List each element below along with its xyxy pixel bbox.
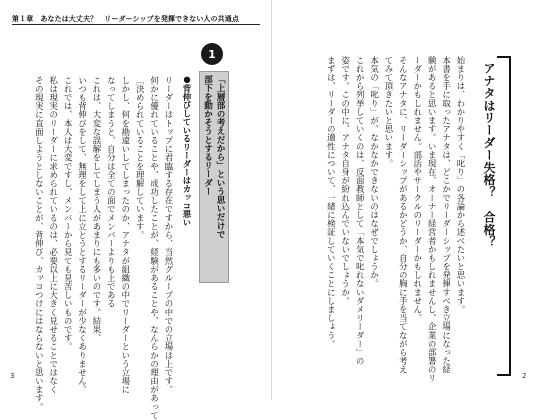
page-number: 3 (10, 372, 15, 380)
paragraph: 始まりは、わかりやすく「叱り」の各論から述べたいと思います。 (456, 56, 466, 314)
section-number-badge: 1 (201, 43, 223, 65)
paragraph: ーダーかもしれません。部活やサークルのリーダーかもしれません。 (412, 56, 423, 323)
page-number: 2 (522, 372, 527, 380)
paragraph: そんなアナタに、リーダーシップがあるかどうか、自分の胸に手を当てながら考え (398, 56, 409, 374)
paragraph: これは、大変な誤解をしてしまう人があまりにも多いのです。結果、 (91, 76, 102, 343)
paragraph: その現実に直面しようとしないことが、背伸び、カッコつけにはならないと思います。 (34, 76, 45, 412)
paragraph: これでは、本人は大変ですし、メンバーから見ても見苦しいものです。 (63, 76, 74, 351)
paragraph: 本気の「叱り」が、なかなかできないのはなぜでしょうか。 (369, 56, 380, 288)
paragraph: 姿です。この中に、アナタ自身が紛れ込んでいないでしょうか。 (340, 56, 351, 306)
bullet-icon: ● (182, 74, 192, 84)
title-bracket (497, 56, 511, 376)
chapter-header: 第１章 あなたは大丈夫？ リーダーシップを発揮できない人の共通点 (12, 15, 239, 23)
paragraph: 本書を手に取ったアナタは、どこかでリーダーシップを発揮すべき立場になった経 (441, 56, 452, 374)
right-body-text (282, 56, 468, 386)
paragraph: 験があると思います。いま現在、オーナー経営者かもしれませんし、企業の部署のリ (427, 56, 438, 383)
section-title-line: 部下を動かそうとするリーダー (202, 75, 213, 196)
paragraph: まずは、リーダーの適性について、一緒に検証していくことにしましょう。 (326, 56, 337, 349)
paragraph: 何かに優れていることや、成功したことが、経験があることや、なんらかの理由があって (149, 76, 160, 420)
paragraph: しかし、何を勘違いしてしまったのか、アナタが組織の中でリーダーという立場に (120, 76, 131, 394)
paragraph: リーダーはトップに君臨する存在ですから、当然グループの中での立場は上です。 (164, 76, 174, 394)
paragraph: てみて頂きたいと思います。 (383, 56, 394, 168)
paragraph: 私は現実のリーダーに求められているのは、必要以上に大きく見せることではなく (48, 76, 59, 394)
paragraph: 〔決められていることを理解しています。 (135, 76, 146, 240)
paragraph: これから列挙していくのは、反面教師として「本気で叱れないダメリーダー」の (355, 56, 366, 366)
paragraph: なってしまうと、自分は全ての面でメンバーよりも上である (106, 76, 117, 308)
sub-heading-text: 背伸びしているリーダーはカッコ悪い (182, 84, 192, 227)
paragraph: いつも背伸びをして、無理をして上に立とうとするリーダーが少なくありません。 (77, 76, 88, 394)
section-title-line: 「上層部の考えだから」という思いだけで (215, 75, 225, 239)
article-title: アナタはリーダー失格？ 合格？ (482, 62, 496, 248)
